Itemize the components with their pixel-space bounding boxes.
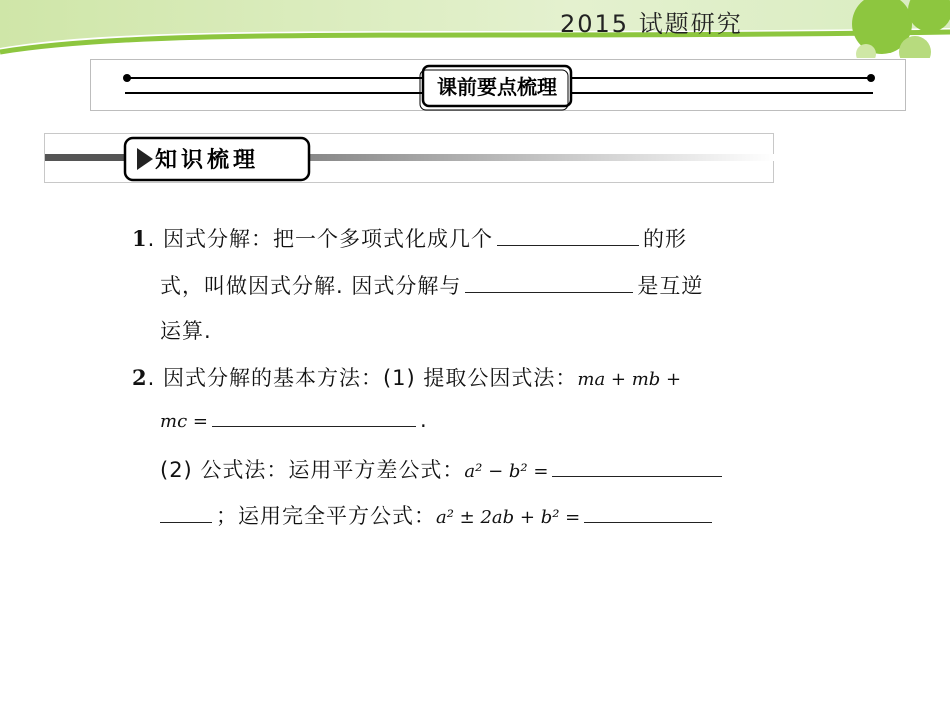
- item1-number: 1: [132, 226, 148, 251]
- section-banner: [44, 133, 774, 183]
- item1-line3: 运算.: [160, 319, 212, 343]
- header-band: [0, 0, 950, 58]
- item2-line2: mc = .: [160, 408, 428, 432]
- section-banner-label: 知识梳理: [155, 146, 260, 173]
- blank-2[interactable]: [465, 274, 633, 293]
- lesson-banner-label: 课前要点梳理: [437, 74, 557, 99]
- blank-1[interactable]: [497, 227, 639, 246]
- item2-line3: (2) 公式法：运用平方差公式：a² − b² =: [160, 454, 726, 484]
- item2-number: 2: [132, 365, 148, 390]
- item2-line1: 2. 因式分解的基本方法：(1) 提取公因式法：ma + mb +: [132, 365, 682, 390]
- header-decoration: [0, 0, 950, 58]
- blank-6[interactable]: [584, 504, 712, 523]
- item2-line4: ；运用完全平方公式：a² ± 2ab + b² =: [160, 500, 716, 530]
- item1-line1: 1. 因式分解：把一个多项式化成几个 的形: [132, 226, 687, 251]
- blank-3[interactable]: [212, 408, 416, 427]
- item1-line2: 式，叫做因式分解. 因式分解与 是互逆: [160, 274, 704, 298]
- blank-4[interactable]: [552, 458, 722, 477]
- blank-5[interactable]: [160, 504, 212, 523]
- lesson-banner: [90, 59, 906, 111]
- header-title: 2015 试题研究: [560, 10, 743, 38]
